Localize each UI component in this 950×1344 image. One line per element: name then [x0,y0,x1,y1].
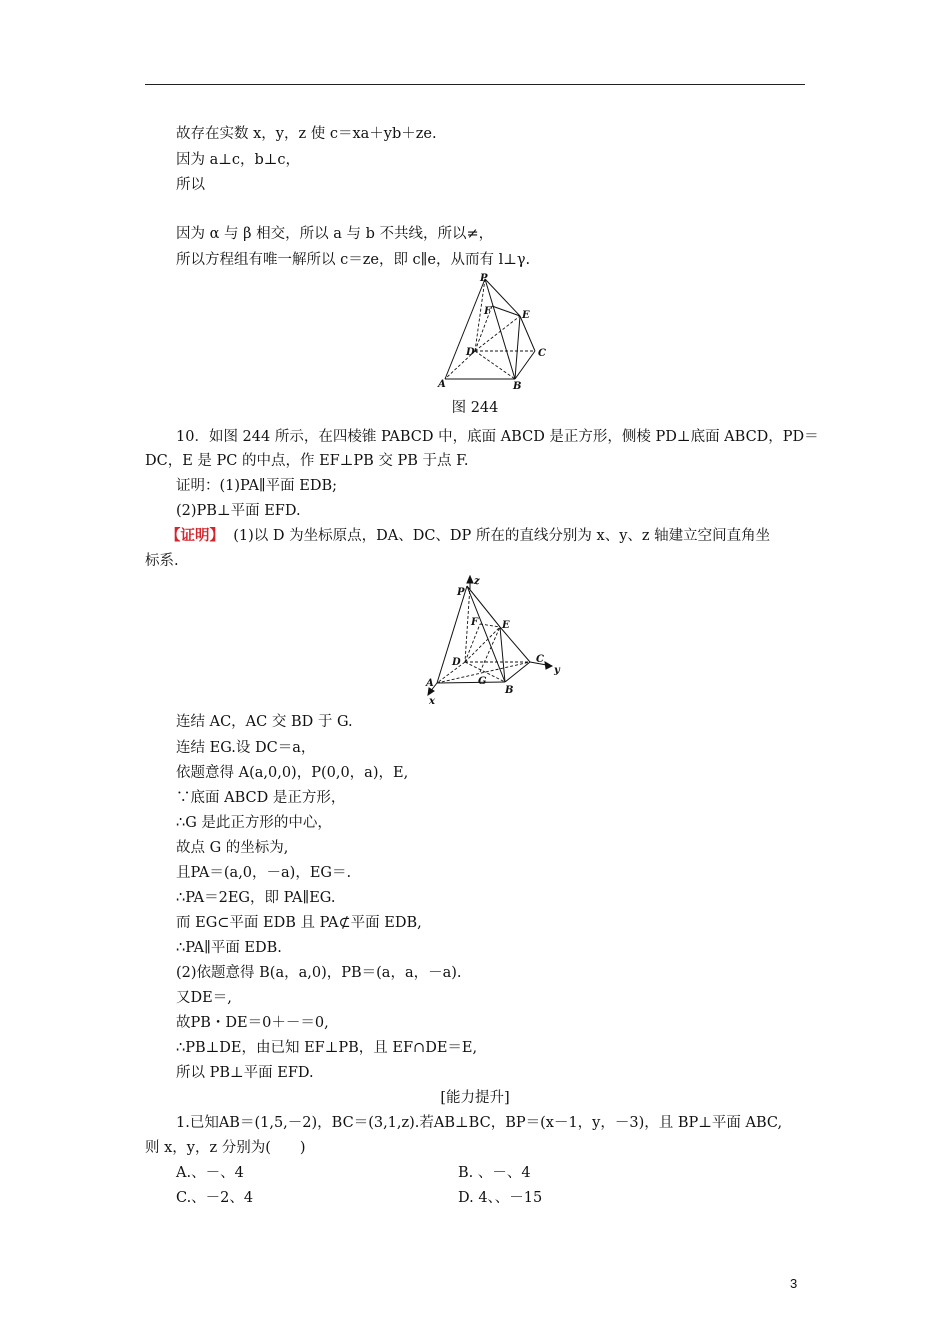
label-E: E [502,620,510,631]
label-y: y [554,665,560,676]
option-b: B. 、－、4 [458,1165,531,1181]
question-line: DC，E 是 PC 的中点，作 EF⊥PB 交 PB 于点 F. [145,453,469,469]
proof-text: (1)以 D 为坐标原点，DA、DC、DP 所在的直线分别为 x、y、z 轴建立空间直角坐 [233,528,771,544]
label-D: D [466,347,475,358]
label-A: A [438,379,446,390]
proof-step: 故点 G 的坐标为, [176,840,289,856]
proof-step: ∴PA∥平面 EDB. [176,940,282,956]
problem-line: 则 x，y，z 分别为( ) [145,1140,306,1156]
label-C: C [538,348,546,359]
label-z: z [474,576,480,587]
page-number: 3 [790,1276,798,1291]
header-rule [145,84,805,85]
proof-step: 依题意得 A(a,0,0)，P(0,0，a)，E, [176,765,409,781]
proof-step: 连结 AC，AC 交 BD 于 G. [176,714,353,730]
option-a: A.、－、4 [176,1165,244,1181]
pyramid-figure-2 [420,574,570,706]
proof-step: 而 EG⊂平面 EDB 且 PA⊄平面 EDB, [176,915,422,931]
label-E: E [522,310,530,321]
proof-line [166,526,826,546]
label-G: G [478,676,487,687]
option-c: C.、－2、4 [176,1190,254,1206]
label-A: A [426,678,434,689]
figure-caption: 图 244 [451,400,499,416]
proof-step: 连结 EG.设 DC＝a， [176,740,316,756]
proof-tag: 【证明】 [166,528,224,544]
text-line: 故存在实数 x，y，z 使 c＝xa＋yb＋ze. [176,126,437,142]
label-B: B [513,381,522,392]
label-B: B [505,685,514,696]
proof-step: 又DE＝, [176,990,232,1006]
problem-line: 1.已知AB＝(1,5,－2)，BC＝(3,1,z).若AB⊥BC，BP＝(x－1，y，－3)，且 BP⊥平面 ABC, [176,1115,783,1131]
proof-step: ∴G 是此正方形的中心， [176,815,332,831]
text-line: 所以方程组有唯一解所以 c＝ze，即 c∥e，从而有 l⊥γ. [176,252,531,268]
proof-step: (2)依题意得 B(a，a,0)，PB＝(a，a，－a). [176,965,462,981]
label-D: D [452,657,461,668]
proof-step: 故PB・DE＝0＋－＝0, [176,1015,329,1031]
proof-line: 标系. [145,553,179,569]
label-F: F [471,617,479,628]
question-line: 证明：(1)PA∥平面 EDB; [176,478,337,494]
label-C: C [536,654,544,665]
label-x: x [429,696,435,706]
text-line: 因为 α 与 β 相交，所以 a 与 b 不共线，所以≠， [176,226,494,242]
pyramid-figure-1 [430,270,560,396]
proof-step: ∵底面 ABCD 是正方形， [176,790,346,806]
label-P: P [480,273,488,284]
proof-step: 所以 PB⊥平面 EFD. [176,1065,314,1081]
section-heading: [能力提升] [440,1090,510,1106]
proof-step: ∴PB⊥DE，由已知 EF⊥PB，且 EF∩DE＝E, [176,1040,478,1056]
proof-step: ∴PA＝2EG，即 PA∥EG. [176,890,336,906]
proof-step: 且PA＝(a,0，－a)，EG＝. [176,865,352,881]
label-F: F [484,306,492,317]
text-line: 因为 a⊥c，b⊥c， [176,152,301,168]
question-line: 10．如图 244 所示，在四棱锥 PABCD 中，底面 ABCD 是正方形，侧棱 PD⊥底面 ABCD，PD＝ [176,429,819,445]
question-line: (2)PB⊥平面 EFD. [176,503,301,519]
option-d: D. 4、、－15 [458,1190,543,1206]
text-line: 所以 [176,177,205,193]
label-P: P [457,587,465,598]
